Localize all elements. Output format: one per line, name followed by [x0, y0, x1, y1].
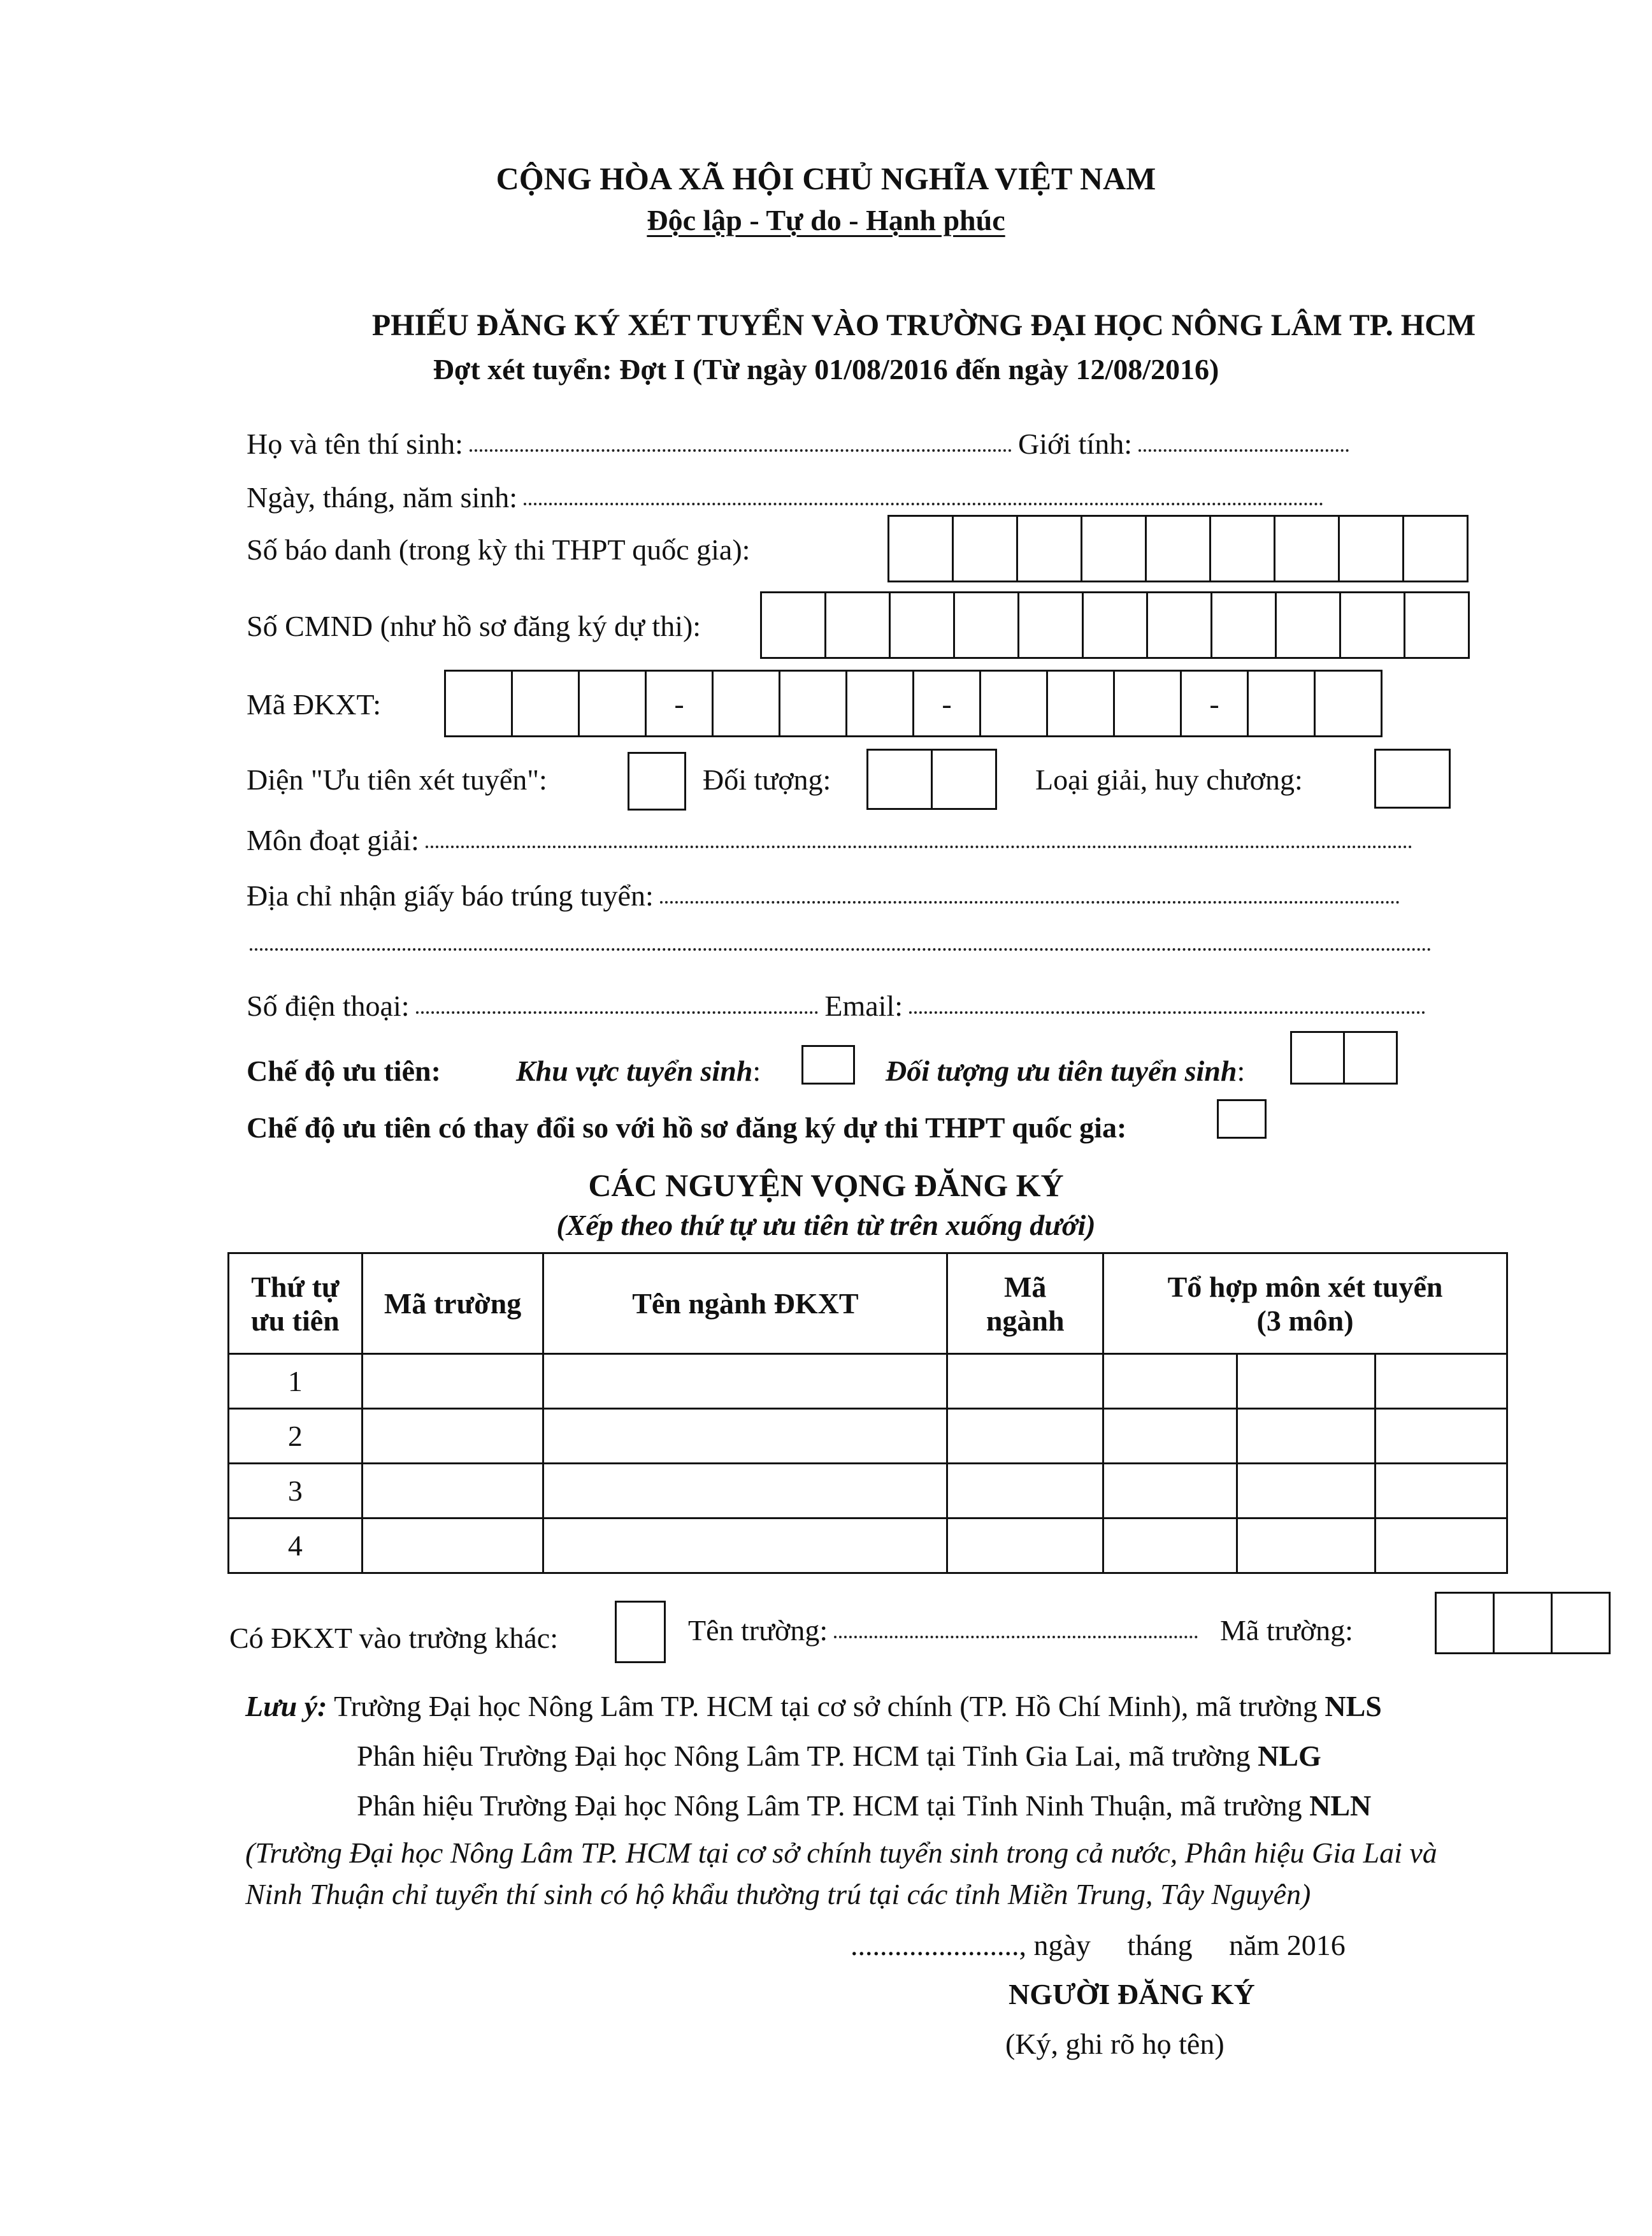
digit-box[interactable] — [868, 751, 933, 808]
note-line-1-text: Trường Đại học Nông Lâm TP. HCM tại cơ sở chính (TP. Hồ Chí Minh), mã trường — [334, 1690, 1318, 1722]
priority-object-grid[interactable] — [1290, 1031, 1398, 1085]
other-school-code-grid[interactable] — [1435, 1592, 1611, 1654]
digit-box[interactable] — [1019, 593, 1084, 657]
table-header-row — [229, 1253, 1507, 1354]
code-box[interactable] — [780, 672, 847, 735]
priority-object-text: Đối tượng ưu tiên tuyển sinh — [886, 1055, 1237, 1087]
combo-subject-cell[interactable] — [1237, 1518, 1375, 1573]
combo-subject-cell[interactable] — [1103, 1409, 1237, 1464]
phone-input[interactable] — [416, 1011, 819, 1014]
major-name-cell[interactable] — [543, 1409, 947, 1464]
priority-object-label — [886, 1053, 1245, 1089]
digit-box[interactable] — [1211, 517, 1275, 581]
award-subject-input[interactable] — [426, 846, 1412, 848]
subject-group-label: Đối tượng: — [703, 763, 831, 796]
major-code-cell[interactable] — [947, 1409, 1103, 1464]
priority-area-label — [516, 1053, 761, 1089]
table-row — [229, 1518, 1507, 1573]
major-name-cell[interactable] — [543, 1354, 947, 1409]
priority-changed-label: Chế độ ưu tiên có thay đổi so với hồ sơ đăng ký dự thi THPT quốc gia: — [247, 1111, 1127, 1144]
order-cell: 3 — [229, 1464, 363, 1518]
note-italic-line-2: Ninh Thuận chỉ tuyển thí sinh có hộ khẩu thường trú tại các tỉnh Miền Trung, Tây Nguyên) — [245, 1878, 1311, 1910]
digit-box[interactable] — [762, 593, 826, 657]
digit-box[interactable] — [1340, 517, 1404, 581]
note-line-2-code: NLG — [1258, 1740, 1321, 1772]
school-code-cell[interactable] — [362, 1518, 543, 1573]
major-code-cell[interactable] — [947, 1518, 1103, 1573]
school-code-cell[interactable] — [362, 1354, 543, 1409]
subject-group-grid[interactable] — [866, 749, 997, 810]
order-cell: 2 — [229, 1409, 363, 1464]
national-title: CỘNG HÒA XÃ HỘI CHỦ NGHĨA VIỆT NAM — [496, 161, 1156, 196]
note-line-1-code: NLS — [1325, 1690, 1382, 1722]
other-school-checkbox[interactable] — [615, 1601, 666, 1663]
combo-subject-cell[interactable] — [1103, 1464, 1237, 1518]
other-school-name-label: Tên trường: — [688, 1613, 828, 1647]
combo-subject-cell[interactable] — [1103, 1518, 1237, 1573]
code-box[interactable] — [1553, 1594, 1609, 1652]
dob-label: Ngày, tháng, năm sinh: — [247, 480, 518, 514]
code-box[interactable] — [513, 672, 580, 735]
priority-area-colon: : — [752, 1055, 761, 1087]
digit-box[interactable] — [1212, 593, 1277, 657]
wishes-title: CÁC NGUYỆN VỌNG ĐĂNG KÝ — [588, 1167, 1064, 1203]
id-no-label: Số CMND (như hồ sơ đăng ký dự thi): — [247, 609, 701, 642]
table-row — [229, 1409, 1507, 1464]
other-school-name-input[interactable] — [834, 1636, 1198, 1638]
priority-mode-label: Chế độ ưu tiên: — [247, 1055, 441, 1087]
contact-row — [247, 988, 1432, 1023]
digit-box[interactable] — [1082, 517, 1147, 581]
combo-subject-cell[interactable] — [1237, 1354, 1375, 1409]
priority-changed-checkbox[interactable] — [1217, 1099, 1267, 1139]
note-line-3-text: Phân hiệu Trường Đại học Nông Lâm TP. HCM tại Tỉnh Ninh Thuận, mã trường — [357, 1789, 1302, 1822]
award-subject-label: Môn đoạt giải: — [247, 823, 419, 856]
dkxt-code-row — [247, 672, 381, 736]
digit-box[interactable] — [1345, 1033, 1396, 1083]
other-school-label: Có ĐKXT vào trường khác: — [229, 1621, 558, 1654]
note-line-3 — [357, 1788, 1371, 1824]
major-name-cell[interactable] — [543, 1464, 947, 1518]
table-row — [229, 1354, 1507, 1409]
school-code-cell[interactable] — [362, 1464, 543, 1518]
code-box[interactable] — [580, 672, 647, 735]
dkxt-code-label: Mã ĐKXT: — [247, 688, 382, 721]
award-subject-row — [247, 822, 1419, 858]
digit-box[interactable] — [1404, 517, 1467, 581]
email-label: Email: — [824, 989, 903, 1022]
priority-object-colon: : — [1237, 1055, 1246, 1087]
note-line-1 — [245, 1689, 1382, 1724]
digit-box[interactable] — [1275, 517, 1340, 581]
digit-box[interactable] — [933, 751, 995, 808]
dob-input[interactable] — [524, 503, 1323, 505]
id-no-row — [247, 594, 701, 658]
motto-text: Độc lập - Tự do - Hạnh phúc — [647, 204, 1005, 236]
address-input[interactable] — [660, 901, 1400, 904]
candidate-no-label: Số báo danh (trong kỳ thi THPT quốc gia): — [247, 533, 751, 566]
code-box[interactable] — [446, 672, 513, 735]
note-italic-line-1: (Trường Đại học Nông Lâm TP. HCM tại cơ sở chính tuyển sinh trong cả nước, Phân hiệu Gia Lai và — [245, 1836, 1437, 1869]
order-cell: 4 — [229, 1518, 363, 1573]
digit-box[interactable] — [1148, 593, 1212, 657]
order-cell: 1 — [229, 1354, 363, 1409]
code-box[interactable] — [714, 672, 780, 735]
combo-subject-cell[interactable] — [1375, 1354, 1507, 1409]
signature-instruction: (Ký, ghi rõ họ tên) — [1005, 2028, 1225, 2060]
major-code-cell[interactable] — [947, 1464, 1103, 1518]
digit-box[interactable] — [1018, 517, 1082, 581]
digit-box[interactable] — [1292, 1033, 1345, 1083]
wishes-table — [227, 1252, 1508, 1574]
digit-box[interactable] — [826, 593, 891, 657]
candidate-no-row — [247, 517, 750, 581]
priority-area-box[interactable] — [801, 1045, 855, 1085]
code-separator: - — [914, 672, 981, 735]
gender-label: Giới tính: — [1018, 427, 1132, 460]
award-label: Loại giải, huy chương: — [1035, 763, 1303, 796]
address-row — [247, 877, 1406, 913]
table-row — [229, 1464, 1507, 1518]
full-name-label: Họ và tên thí sinh: — [247, 427, 463, 460]
combo-subject-cell[interactable] — [1237, 1464, 1375, 1518]
major-code-header-line2: ngành — [986, 1304, 1065, 1337]
note-line-2 — [357, 1738, 1321, 1774]
note-line-2-text: Phân hiệu Trường Đại học Nông Lâm TP. HCM tại Tỉnh Gia Lai, mã trường — [357, 1740, 1251, 1772]
digit-box[interactable] — [954, 517, 1018, 581]
code-box[interactable] — [1249, 672, 1316, 735]
major-name-header: Tên ngành ĐKXT — [543, 1253, 947, 1354]
combo-header-line2: (3 môn) — [1256, 1304, 1354, 1337]
phone-label: Số điện thoại: — [247, 989, 410, 1022]
order-header-line1: Thứ tự — [251, 1270, 340, 1303]
id-no-grid[interactable] — [760, 591, 1470, 659]
dkxt-code-grid[interactable] — [444, 670, 1383, 737]
combo-subject-cell[interactable] — [1375, 1518, 1507, 1573]
signature-date-line: ......................., ngày tháng năm 2016 — [851, 1929, 1346, 1961]
code-separator: - — [1182, 672, 1249, 735]
code-box[interactable] — [1316, 672, 1381, 735]
order-header — [229, 1253, 363, 1354]
priority-admission-label: Diện "Ưu tiên xét tuyển": — [247, 763, 547, 796]
school-code-cell[interactable] — [362, 1409, 543, 1464]
note-label: Lưu ý: — [245, 1690, 327, 1722]
code-box[interactable] — [1437, 1594, 1495, 1652]
digit-box[interactable] — [1405, 593, 1468, 657]
priority-admission-checkbox[interactable] — [628, 752, 686, 811]
note-line-3-code: NLN — [1309, 1789, 1372, 1822]
combo-header-line1: Tổ hợp môn xét tuyển — [1167, 1270, 1443, 1303]
major-code-cell[interactable] — [947, 1354, 1103, 1409]
code-box[interactable] — [1048, 672, 1115, 735]
code-box[interactable] — [1495, 1594, 1553, 1652]
code-box[interactable] — [1115, 672, 1182, 735]
form-title: PHIẾU ĐĂNG KÝ XÉT TUYỂN VÀO TRƯỜNG ĐẠI HỌC NÔNG LÂM TP. HCM — [371, 308, 1476, 342]
priority-area-text: Khu vực tuyển sinh — [516, 1055, 753, 1087]
gender-input[interactable] — [1138, 449, 1349, 452]
form-round: Đợt xét tuyển: Đợt I (Từ ngày 01/08/2016 đến ngày 12/08/2016) — [433, 353, 1219, 386]
full-name-input[interactable] — [470, 449, 1012, 452]
order-header-line2: ưu tiên — [250, 1304, 340, 1337]
full-name-row — [247, 426, 1355, 461]
school-code-header: Mã trường — [362, 1253, 543, 1354]
combo-subject-cell[interactable] — [1103, 1354, 1237, 1409]
award-box[interactable] — [1374, 749, 1451, 809]
signer-title: NGƯỜI ĐĂNG KÝ — [1009, 1978, 1255, 2010]
dob-row — [247, 479, 1330, 515]
other-school-name-row — [688, 1612, 1204, 1648]
digit-box[interactable] — [1277, 593, 1341, 657]
code-separator: - — [647, 672, 714, 735]
code-box[interactable] — [847, 672, 914, 735]
digit-box[interactable] — [1341, 593, 1405, 657]
digit-box[interactable] — [889, 517, 954, 581]
digit-box[interactable] — [891, 593, 955, 657]
address-input-line2[interactable] — [250, 948, 1432, 951]
code-box[interactable] — [981, 672, 1048, 735]
major-code-header-line1: Mã — [1004, 1270, 1047, 1303]
major-code-header — [947, 1253, 1103, 1354]
other-school-code-label: Mã trường: — [1220, 1613, 1353, 1647]
digit-box[interactable] — [1147, 517, 1211, 581]
digit-box[interactable] — [955, 593, 1019, 657]
combo-subject-cell[interactable] — [1237, 1409, 1375, 1464]
combo-subject-cell[interactable] — [1375, 1464, 1507, 1518]
major-name-cell[interactable] — [543, 1518, 947, 1573]
wishes-subtitle: (Xếp theo thứ tự ưu tiên từ trên xuống dưới) — [556, 1209, 1096, 1241]
motto — [0, 203, 1652, 238]
email-input[interactable] — [909, 1011, 1425, 1014]
combo-subject-cell[interactable] — [1375, 1409, 1507, 1464]
digit-box[interactable] — [1084, 593, 1148, 657]
combo-header — [1103, 1253, 1507, 1354]
address-label: Địa chỉ nhận giấy báo trúng tuyển: — [247, 879, 654, 912]
candidate-no-grid[interactable] — [887, 515, 1469, 582]
